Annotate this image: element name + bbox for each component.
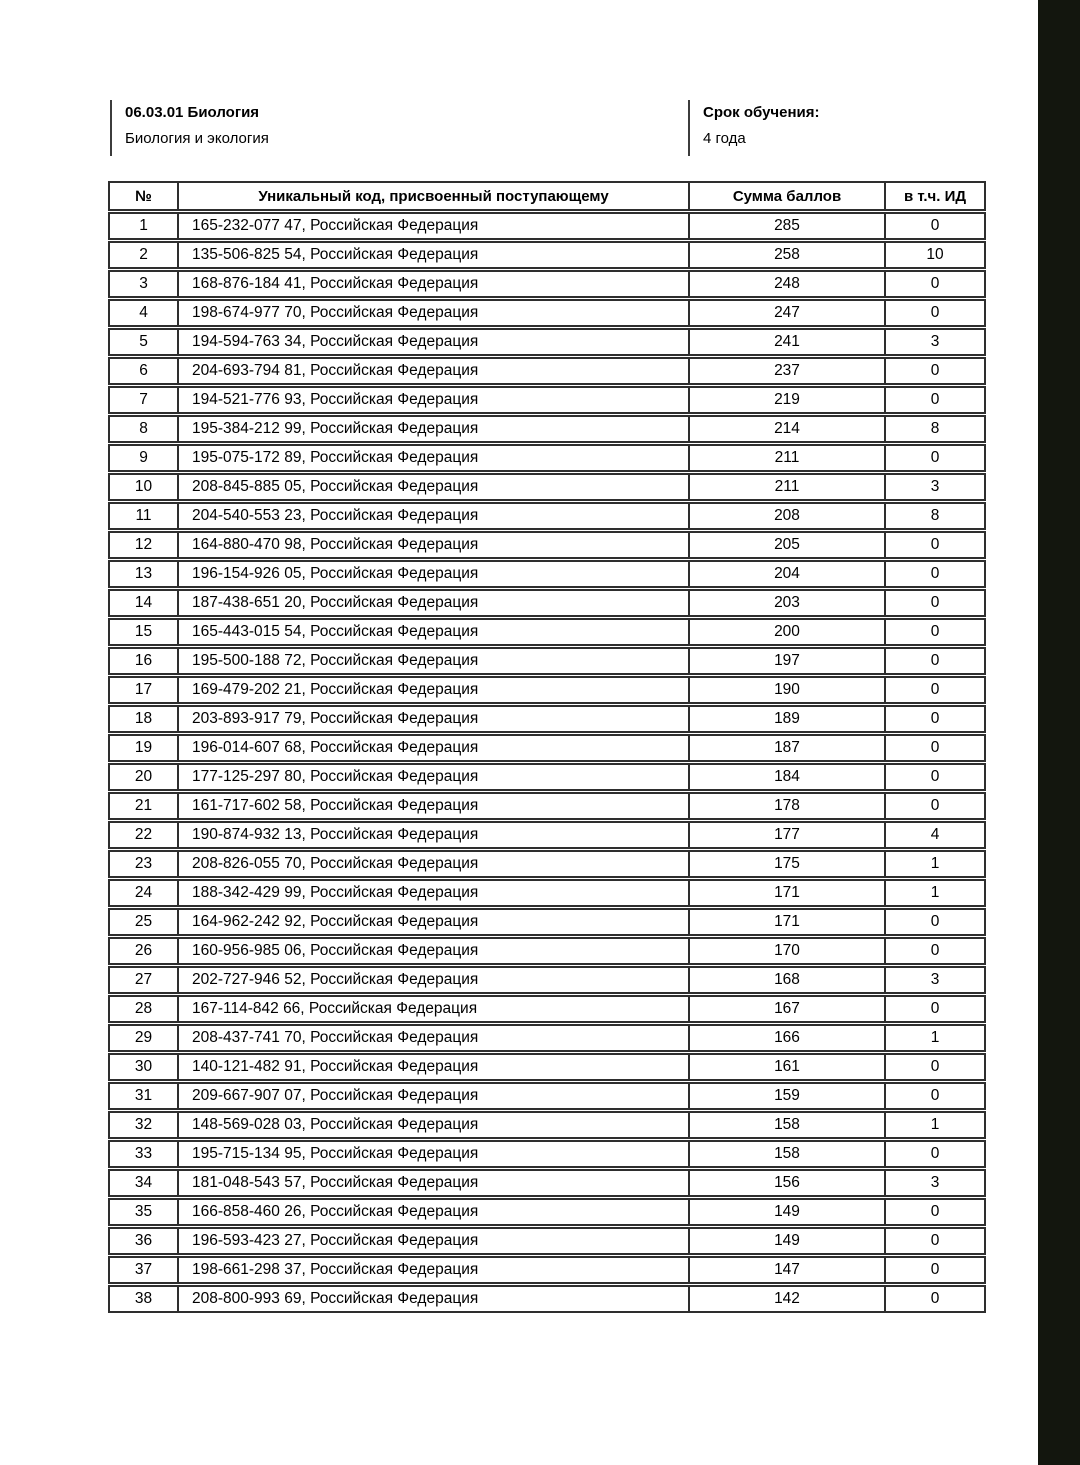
rank-cell: 38 (108, 1285, 177, 1313)
rank-cell: 37 (108, 1256, 177, 1284)
table-row (108, 502, 986, 530)
table-row (108, 1082, 986, 1110)
duration-value: 4 года (703, 130, 746, 147)
rank-cell: 7 (108, 386, 177, 414)
table-row (108, 589, 986, 617)
code-cell: 195-715-134 95, Российская Федерация (177, 1140, 688, 1168)
id-points-cell: 3 (884, 966, 986, 994)
table-row (108, 821, 986, 849)
score-cell: 247 (688, 299, 884, 327)
table-row (108, 705, 986, 733)
id-points-cell: 0 (884, 1227, 986, 1255)
id-points-cell: 0 (884, 1082, 986, 1110)
code-cell: 187-438-651 20, Российская Федерация (177, 589, 688, 617)
code-cell: 208-845-885 05, Российская Федерация (177, 473, 688, 501)
rank-cell: 32 (108, 1111, 177, 1139)
id-points-cell: 0 (884, 1140, 986, 1168)
code-cell: 208-800-993 69, Российская Федерация (177, 1285, 688, 1313)
column-header-number: № (108, 181, 177, 211)
code-cell: 195-500-188 72, Российская Федерация (177, 647, 688, 675)
code-cell: 165-232-077 47, Российская Федерация (177, 212, 688, 240)
table-row (108, 734, 986, 762)
rank-cell: 35 (108, 1198, 177, 1226)
id-points-cell: 0 (884, 1053, 986, 1081)
id-points-cell: 0 (884, 647, 986, 675)
rank-cell: 29 (108, 1024, 177, 1052)
rank-cell: 33 (108, 1140, 177, 1168)
rank-cell: 13 (108, 560, 177, 588)
table-row (108, 1053, 986, 1081)
id-points-cell: 1 (884, 879, 986, 907)
score-cell: 200 (688, 618, 884, 646)
score-cell: 147 (688, 1256, 884, 1284)
code-cell: 190-874-932 13, Российская Федерация (177, 821, 688, 849)
id-points-cell: 0 (884, 763, 986, 791)
score-cell: 175 (688, 850, 884, 878)
score-cell: 177 (688, 821, 884, 849)
column-header-total-score: Сумма баллов (688, 181, 884, 211)
rank-cell: 23 (108, 850, 177, 878)
score-cell: 166 (688, 1024, 884, 1052)
table-row (108, 241, 986, 269)
id-points-cell: 1 (884, 1024, 986, 1052)
rank-cell: 16 (108, 647, 177, 675)
score-cell: 204 (688, 560, 884, 588)
column-header-id-points: в т.ч. ИД (884, 181, 986, 211)
code-cell: 196-593-423 27, Российская Федерация (177, 1227, 688, 1255)
score-cell: 187 (688, 734, 884, 762)
code-cell: 209-667-907 07, Российская Федерация (177, 1082, 688, 1110)
id-points-cell: 1 (884, 1111, 986, 1139)
score-cell: 214 (688, 415, 884, 443)
id-points-cell: 0 (884, 734, 986, 762)
rank-cell: 4 (108, 299, 177, 327)
rank-cell: 6 (108, 357, 177, 385)
code-cell: 165-443-015 54, Российская Федерация (177, 618, 688, 646)
rank-cell: 9 (108, 444, 177, 472)
code-cell: 161-717-602 58, Российская Федерация (177, 792, 688, 820)
rank-cell: 21 (108, 792, 177, 820)
id-points-cell: 0 (884, 299, 986, 327)
score-cell: 208 (688, 502, 884, 530)
score-cell: 171 (688, 879, 884, 907)
table-row (108, 937, 986, 965)
rank-cell: 31 (108, 1082, 177, 1110)
table-row (108, 415, 986, 443)
rank-cell: 10 (108, 473, 177, 501)
table-row (108, 647, 986, 675)
table-body (108, 212, 986, 1313)
id-points-cell: 3 (884, 473, 986, 501)
table-row (108, 1024, 986, 1052)
rank-cell: 22 (108, 821, 177, 849)
code-cell: 140-121-482 91, Российская Федерация (177, 1053, 688, 1081)
id-points-cell: 8 (884, 502, 986, 530)
rank-cell: 36 (108, 1227, 177, 1255)
id-points-cell: 0 (884, 1256, 986, 1284)
score-cell: 248 (688, 270, 884, 298)
score-cell: 205 (688, 531, 884, 559)
id-points-cell: 0 (884, 560, 986, 588)
code-cell: 196-154-926 05, Российская Федерация (177, 560, 688, 588)
score-cell: 149 (688, 1227, 884, 1255)
code-cell: 203-893-917 79, Российская Федерация (177, 705, 688, 733)
program-title: 06.03.01 Биология (125, 104, 260, 121)
code-cell: 194-521-776 93, Российская Федерация (177, 386, 688, 414)
id-points-cell: 0 (884, 937, 986, 965)
code-cell: 169-479-202 21, Российская Федерация (177, 676, 688, 704)
score-cell: 211 (688, 444, 884, 472)
table-row (108, 531, 986, 559)
id-points-cell: 0 (884, 386, 986, 414)
code-cell: 204-693-794 81, Российская Федерация (177, 357, 688, 385)
rank-cell: 3 (108, 270, 177, 298)
table-row (108, 908, 986, 936)
rank-cell: 5 (108, 328, 177, 356)
rank-cell: 11 (108, 502, 177, 530)
rank-cell: 24 (108, 879, 177, 907)
rank-cell: 30 (108, 1053, 177, 1081)
rank-cell: 34 (108, 1169, 177, 1197)
score-cell: 158 (688, 1111, 884, 1139)
code-cell: 135-506-825 54, Российская Федерация (177, 241, 688, 269)
score-cell: 159 (688, 1082, 884, 1110)
score-cell: 189 (688, 705, 884, 733)
id-points-cell: 0 (884, 676, 986, 704)
id-points-cell: 0 (884, 357, 986, 385)
table-row (108, 1227, 986, 1255)
table-row (108, 618, 986, 646)
code-cell: 194-594-763 34, Российская Федерация (177, 328, 688, 356)
rank-cell: 8 (108, 415, 177, 443)
id-points-cell: 0 (884, 1285, 986, 1313)
score-cell: 258 (688, 241, 884, 269)
rank-cell: 26 (108, 937, 177, 965)
id-points-cell: 0 (884, 705, 986, 733)
table-row (108, 1198, 986, 1226)
score-cell: 168 (688, 966, 884, 994)
table-row (108, 676, 986, 704)
code-cell: 198-674-977 70, Российская Федерация (177, 299, 688, 327)
table-row (108, 560, 986, 588)
table-row (108, 966, 986, 994)
table-row (108, 473, 986, 501)
table-row (108, 1169, 986, 1197)
code-cell: 177-125-297 80, Российская Федерация (177, 763, 688, 791)
program-profile: Биология и экология (125, 130, 269, 147)
table-row (108, 357, 986, 385)
table-row (108, 850, 986, 878)
table-row (108, 1256, 986, 1284)
rank-cell: 25 (108, 908, 177, 936)
code-cell: 148-569-028 03, Российская Федерация (177, 1111, 688, 1139)
code-cell: 164-962-242 92, Российская Федерация (177, 908, 688, 936)
table-row (108, 1140, 986, 1168)
duration-label: Срок обучения: (703, 104, 820, 121)
table-row (108, 212, 986, 240)
rank-cell: 19 (108, 734, 177, 762)
id-points-cell: 3 (884, 328, 986, 356)
id-points-cell: 0 (884, 531, 986, 559)
id-points-cell: 3 (884, 1169, 986, 1197)
column-header-unique-code: Уникальный код, присвоенный поступающему (177, 181, 688, 211)
table-row (108, 763, 986, 791)
score-cell: 285 (688, 212, 884, 240)
score-cell: 178 (688, 792, 884, 820)
code-cell: 181-048-543 57, Российская Федерация (177, 1169, 688, 1197)
code-cell: 167-114-842 66, Российская Федерация (177, 995, 688, 1023)
id-points-cell: 0 (884, 995, 986, 1023)
code-cell: 168-876-184 41, Российская Федерация (177, 270, 688, 298)
id-points-cell: 0 (884, 212, 986, 240)
table-row (108, 879, 986, 907)
table-row (108, 1285, 986, 1313)
score-cell: 219 (688, 386, 884, 414)
code-cell: 166-858-460 26, Российская Федерация (177, 1198, 688, 1226)
id-points-cell: 0 (884, 589, 986, 617)
id-points-cell: 4 (884, 821, 986, 849)
id-points-cell: 0 (884, 444, 986, 472)
code-cell: 204-540-553 23, Российская Федерация (177, 502, 688, 530)
score-cell: 161 (688, 1053, 884, 1081)
viewer-background-strip (1038, 0, 1080, 1465)
score-cell: 211 (688, 473, 884, 501)
code-cell: 164-880-470 98, Российская Федерация (177, 531, 688, 559)
score-cell: 237 (688, 357, 884, 385)
rank-cell: 18 (108, 705, 177, 733)
score-cell: 190 (688, 676, 884, 704)
duration-header-block (688, 100, 983, 156)
table-row (108, 299, 986, 327)
id-points-cell: 0 (884, 270, 986, 298)
code-cell: 195-384-212 99, Российская Федерация (177, 415, 688, 443)
score-cell: 197 (688, 647, 884, 675)
program-header-block (110, 100, 665, 156)
id-points-cell: 0 (884, 1198, 986, 1226)
rank-cell: 17 (108, 676, 177, 704)
code-cell: 202-727-946 52, Российская Федерация (177, 966, 688, 994)
applicants-ranking-table (108, 180, 986, 1314)
id-points-cell: 10 (884, 241, 986, 269)
score-cell: 184 (688, 763, 884, 791)
score-cell: 156 (688, 1169, 884, 1197)
code-cell: 198-661-298 37, Российская Федерация (177, 1256, 688, 1284)
code-cell: 208-437-741 70, Российская Федерация (177, 1024, 688, 1052)
table-row (108, 1111, 986, 1139)
rank-cell: 27 (108, 966, 177, 994)
table-row (108, 444, 986, 472)
code-cell: 208-826-055 70, Российская Федерация (177, 850, 688, 878)
score-cell: 203 (688, 589, 884, 617)
rank-cell: 1 (108, 212, 177, 240)
score-cell: 171 (688, 908, 884, 936)
id-points-cell: 8 (884, 415, 986, 443)
table-row (108, 995, 986, 1023)
rank-cell: 20 (108, 763, 177, 791)
id-points-cell: 1 (884, 850, 986, 878)
code-cell: 196-014-607 68, Российская Федерация (177, 734, 688, 762)
id-points-cell: 0 (884, 908, 986, 936)
score-cell: 241 (688, 328, 884, 356)
table-row (108, 270, 986, 298)
table-row (108, 328, 986, 356)
rank-cell: 2 (108, 241, 177, 269)
table-row (108, 792, 986, 820)
code-cell: 195-075-172 89, Российская Федерация (177, 444, 688, 472)
score-cell: 149 (688, 1198, 884, 1226)
score-cell: 158 (688, 1140, 884, 1168)
id-points-cell: 0 (884, 618, 986, 646)
rank-cell: 28 (108, 995, 177, 1023)
code-cell: 188-342-429 99, Российская Федерация (177, 879, 688, 907)
table-row (108, 386, 986, 414)
score-cell: 167 (688, 995, 884, 1023)
rank-cell: 15 (108, 618, 177, 646)
score-cell: 142 (688, 1285, 884, 1313)
score-cell: 170 (688, 937, 884, 965)
code-cell: 160-956-985 06, Российская Федерация (177, 937, 688, 965)
table-header-row (108, 181, 986, 211)
rank-cell: 12 (108, 531, 177, 559)
id-points-cell: 0 (884, 792, 986, 820)
rank-cell: 14 (108, 589, 177, 617)
